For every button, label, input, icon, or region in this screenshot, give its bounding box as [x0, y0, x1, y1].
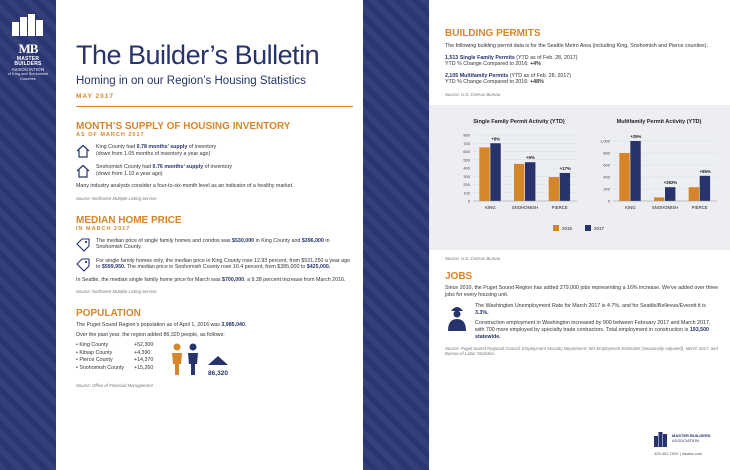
page-left	[56, 0, 363, 470]
price-tag-icon	[76, 238, 90, 252]
issue-date: MAY 2017	[76, 93, 114, 100]
supply-source: Source: Northwest Multiple Listing Service	[76, 195, 157, 201]
bar-2016-pierce	[689, 187, 699, 201]
list-item: • King County +52,300	[76, 342, 164, 350]
population-total-value: 3,985,040.	[221, 322, 247, 329]
population-total-label: 86,320	[208, 370, 228, 378]
pop-value: +14,370	[134, 357, 154, 364]
median-p1-e: in Snohomish County.	[96, 237, 330, 251]
bar-2016-king	[479, 147, 489, 201]
x-tick-label: SNOHOMISH	[511, 204, 539, 210]
median-p3-a: In Seattle, the median single family home price for March was	[76, 276, 223, 283]
bar-2017-king	[630, 141, 640, 201]
mf-permits-value: 2,105 Multifamily Permits	[445, 72, 509, 79]
bar-2016-pierce	[549, 177, 559, 201]
median-p2-a: For single family homes only, the median price in King County rose 12.93 percent, from $531,250 a year ago to	[96, 257, 350, 271]
legend-label: 2017	[594, 225, 605, 231]
permit-charts	[429, 105, 730, 250]
y-tick-label: 600	[463, 148, 470, 154]
bar-2017-pierce	[560, 173, 570, 201]
population-block	[76, 338, 353, 377]
median-source: Source: Northwest Multiple Listing Service	[76, 289, 157, 295]
pop-name: Kitsap County	[79, 349, 113, 356]
pop-value: +52,300	[134, 342, 154, 349]
median-heading: MEDIAN HOME PRICE	[76, 214, 182, 226]
page-right	[429, 0, 730, 470]
footer-line2: ASSOCIATION	[672, 438, 700, 443]
chart-title: Single Family Permit Activity (YTD)	[473, 118, 565, 125]
jobs-heading: JOBS	[445, 270, 473, 282]
permit-charts-svg	[445, 115, 720, 242]
x-tick-label: SNOHOMISH	[651, 204, 679, 210]
page-title: The Builder’s Bulletin	[76, 40, 320, 70]
bar-2017-pierce	[700, 176, 710, 201]
y-tick-label: 1,000	[599, 138, 610, 144]
y-tick-label: 600	[603, 162, 610, 168]
supply-note: Many industry analysts consider a four-to-six-month level as an indicator of a healthy market.	[76, 183, 294, 189]
up-arrow-icon	[208, 356, 228, 365]
supply-king	[76, 144, 353, 158]
x-tick-label: KING	[625, 204, 636, 210]
logo-line2: ASSOCIATION	[11, 67, 45, 72]
pop-value: +4,390	[134, 349, 151, 356]
footer-contact: 425.451.7920 | mbaks.com	[654, 451, 703, 456]
data-label: +17%	[559, 165, 571, 171]
jobs-para-3	[475, 320, 720, 340]
jobs-para-2	[475, 303, 720, 316]
page-subtitle: Homing in on our Region’s Housing Statistics	[76, 75, 306, 87]
supply-king-post: of inventory	[187, 144, 217, 150]
permits-sf	[445, 55, 720, 68]
y-tick-label: 800	[603, 150, 610, 156]
supply-snohomish	[76, 164, 353, 178]
house-icon	[76, 144, 90, 158]
supply-king-pre: King County had	[96, 144, 137, 150]
legend-label: 2016	[562, 225, 573, 231]
population-list	[76, 342, 164, 372]
data-label: +85%	[699, 168, 711, 174]
jobs-block	[445, 303, 720, 340]
price-tag-icon	[76, 258, 90, 272]
jobs-p2-b: 3.3%.	[475, 309, 489, 316]
median-p1-a: The median price of single family homes and condos was	[96, 237, 233, 244]
permits-heading: BUILDING PERMITS	[445, 28, 541, 39]
bar-2016-snohomish	[514, 164, 524, 201]
people-icon	[168, 342, 202, 376]
supply-king-value: 0.78 months’ supply	[136, 144, 188, 150]
median-p1-c: in King County and	[254, 237, 302, 244]
bar-2017-snohomish	[525, 162, 535, 201]
y-tick-label: 0	[467, 198, 470, 204]
pop-name: King County	[79, 342, 109, 349]
y-tick-label: 400	[463, 165, 470, 171]
median-subheading: IN MARCH 2017	[76, 225, 131, 232]
y-tick-label: 500	[463, 157, 470, 163]
worker-icon	[445, 303, 469, 331]
logo-line1: MASTER BUILDERS	[14, 56, 42, 67]
bar-2016-king	[619, 153, 629, 201]
y-tick-label: 200	[463, 181, 470, 187]
median-p1-b: $530,000	[232, 237, 255, 244]
x-tick-label: PIERCE	[551, 204, 568, 210]
logo-line3: of King and Snohomish Counties	[7, 72, 49, 81]
median-p3-c: , a 9.38 percent increase from March 2016.	[244, 276, 346, 283]
jobs-source: Source: Puget Sound Regional Council, Employment Security Department: WA Employment Estimates (Seasonally Adjusted), March 2017, and Bureau of Labor Statistics.	[445, 346, 718, 357]
permits-intro: The following building permit data is for the Seattle Metro Area (including King, Snohomish and Pierce counties).	[445, 43, 708, 49]
y-tick-label: 200	[603, 186, 610, 192]
mf-change-value: +48%	[530, 79, 544, 86]
pop-name: Pierce County	[79, 357, 113, 364]
population-heading: POPULATION	[76, 308, 141, 320]
jobs-para-1: Since 2010, the Puget Sound Region has added 279,000 jobs representing a 16% increase. We’ve added over three jobs for every housing unit.	[445, 284, 719, 298]
bar-2016-snohomish	[654, 197, 664, 201]
chart-source: Source: U.S. Census Bureau	[445, 255, 501, 261]
supply-sno-post: of inventory	[203, 164, 233, 170]
logo-mb: MB	[18, 41, 38, 56]
list-item: • Pierce County +14,370	[76, 357, 164, 365]
divider	[76, 106, 353, 107]
logo-buildings-icon	[10, 14, 46, 36]
chart-title: Multifamily Permit Activity (YTD)	[616, 118, 702, 125]
data-label: +5%	[526, 155, 535, 161]
pop-name: Snohomish County	[79, 364, 125, 371]
bar-2017-king	[490, 143, 500, 201]
supply-sno-line2: (down from 1.10 a year ago)	[96, 170, 163, 177]
legend-swatch-2016	[553, 225, 559, 231]
footer-logo-text	[672, 434, 710, 443]
house-icon	[76, 164, 90, 178]
x-tick-label: PIERCE	[691, 204, 708, 210]
data-label: +25%	[630, 133, 642, 139]
supply-king-line2: (down from 1.05 months of inventory a year ago)	[96, 150, 211, 157]
sf-change-label: YTD % Change Compared to 2016:	[445, 61, 531, 68]
mf-change-label: YTD % Change Compared to 2016:	[445, 79, 531, 86]
jobs-p3-b: 193,500 statewide.	[475, 326, 709, 340]
y-tick-label: 700	[463, 140, 470, 146]
sf-permits-rest: (YTD as of Feb. 28, 2017)	[514, 54, 578, 61]
footer-line1: MASTER BUILDERS	[672, 433, 711, 439]
y-tick-label: 0	[607, 198, 610, 204]
jobs-p3-a: Construction employment in Washington increased by 900 between February 2017 and March 2017, with 700 more employed by specialty trade contractors. Total employment in construction is	[475, 320, 711, 333]
median-p3-b: $700,000	[222, 276, 245, 283]
median-p2-b: $599,950.	[101, 264, 126, 271]
legend-swatch-2017	[585, 225, 591, 231]
data-label: +8%	[491, 136, 501, 142]
y-tick-label: 300	[463, 173, 470, 179]
mf-permits-rest: (YTD as of Feb. 28, 2017)	[508, 72, 572, 79]
sf-permits-value: 1,513 Single Family Permits	[445, 54, 515, 61]
median-p2-c: The median price in Snohomish County rose 10.4 percent, from $385,000 to	[125, 264, 307, 271]
mba-logo	[4, 14, 52, 82]
permits-source: Source: U.S. Census Bureau	[445, 91, 501, 97]
jobs-p2-a: The Washington Unemployment Rate for March 2017 is 4.7%, and for Seattle/Bellevue/Everett it is	[475, 303, 706, 310]
median-p2-d: $425,000.	[306, 264, 331, 271]
median-para-2	[76, 258, 353, 272]
data-label: +292%	[663, 180, 678, 186]
list-item: • Kitsap County +4,390	[76, 350, 164, 358]
bar-2017-snohomish	[665, 187, 675, 201]
x-tick-label: KING	[485, 204, 496, 210]
population-line2: Over the past year, the region added 86,320 people, as follows:	[76, 331, 225, 338]
center-divider	[363, 0, 429, 470]
left-sidebar	[0, 0, 56, 470]
permits-mf	[445, 73, 720, 86]
y-tick-label: 800	[463, 132, 470, 138]
median-para-1	[76, 238, 353, 252]
median-p1-d: $396,000	[301, 237, 324, 244]
population-total	[208, 352, 228, 377]
y-tick-label: 100	[463, 190, 470, 196]
population-line1	[76, 322, 353, 329]
supply-sno-value: 0.76 months’ supply	[152, 164, 204, 170]
supply-subheading: AS OF MARCH 2017	[76, 132, 145, 138]
supply-heading: MONTH’S SUPPLY OF HOUSING INVENTORY	[76, 121, 291, 132]
y-tick-label: 400	[603, 174, 610, 180]
footer-logo	[654, 431, 718, 456]
median-para-3	[76, 277, 353, 284]
population-source: Source: Office of Financial Management	[76, 383, 153, 389]
logo-buildings-icon	[654, 431, 670, 447]
supply-sno-pre: Snohomish County had	[96, 164, 153, 170]
sf-change-value: +4%	[530, 61, 541, 68]
list-item: • Snohomish County +15,260	[76, 365, 164, 373]
population-line1-a: The Puget Sound Region’s population as of April 1, 2016 was	[76, 322, 222, 329]
pop-value: +15,260	[134, 364, 154, 371]
